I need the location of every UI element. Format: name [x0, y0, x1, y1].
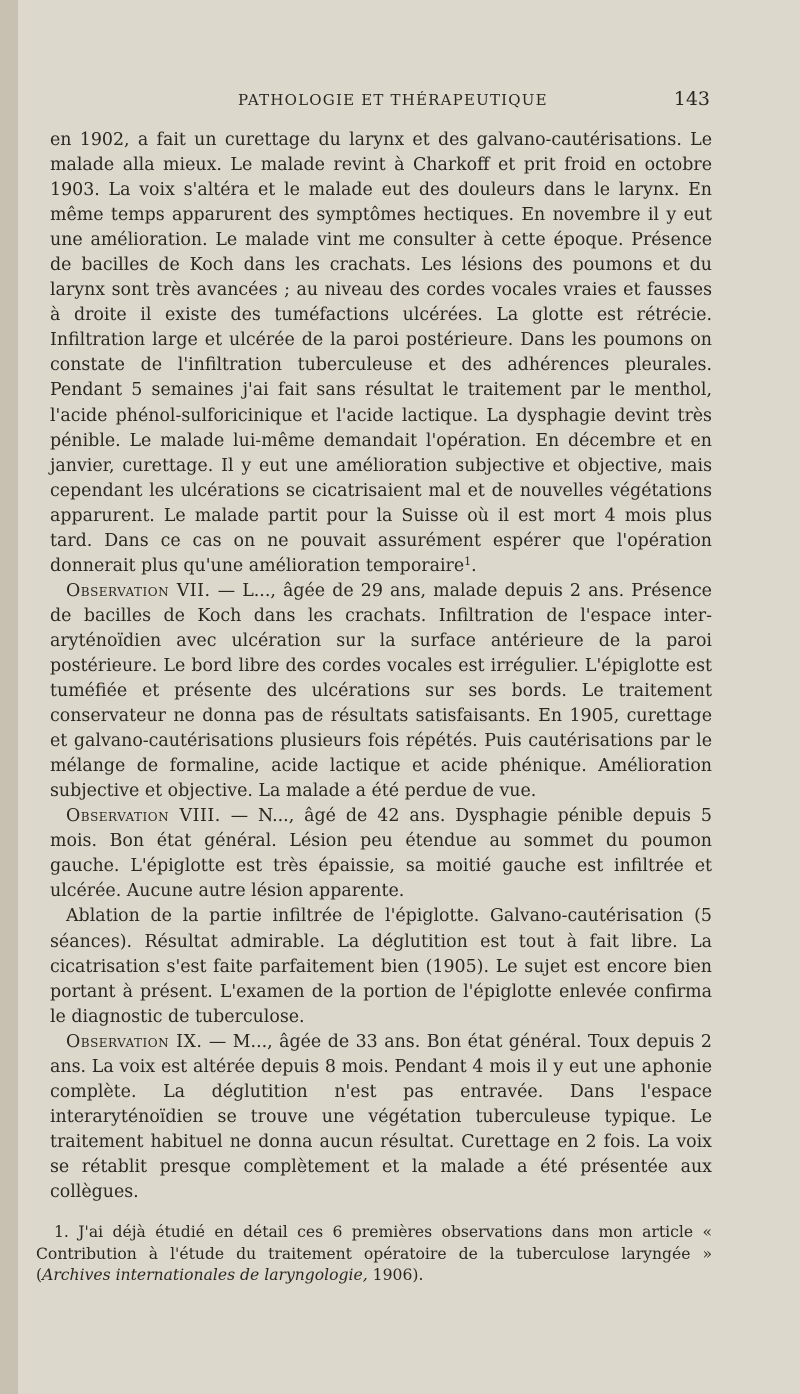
paragraph-case-continuation	[50, 128, 712, 579]
observation-text: — N..., âgé de 42 ans. Dysphagie pénible depuis 5 mois. Bon état général. Lésion peu étendue au sommet du poumon gauche. L'épiglotte est très épaissie, sa moitié gauche est infiltrée et ulcérée. Aucune autre lésion apparente.	[50, 806, 712, 902]
paragraph-end: .	[471, 555, 477, 576]
footnote-reference: 1	[464, 554, 472, 568]
body-text	[50, 128, 712, 1205]
page-number: 143	[673, 88, 710, 110]
paragraph-text: en 1902, a fait un curettage du larynx et des galvano-cautérisations. Le malade alla mieux. Le malade revint à Charkoff et prit froid en octobre 1903. La voix s'altéra et le malade eut des douleurs dans le larynx. En même temps apparurent des symptômes hectiques. En novembre il y eut une amélioration. Le malade vint me consulter à cette époque. Présence de bacilles de Koch dans les crachats. Les lésions des poumons et du larynx sont très avancées ; au niveau des cordes vocales vraies et fausses à droite il existe des tuméfactions ulcérées. La glotte est rétrécie. Infiltration large et ulcérée de la paroi postérieure. Dans les poumons on constate de l'infiltration tuberculeuse et des adhérences pleurales. Pendant 5 semaines j'ai fait sans résultat le traitement par le menthol, l'acide phénol-sulforicinique et l'acide lactique. La dysphagie devint très pénible. Le malade lui-même demandait l'opération. En décembre et en janvier, curettage. Il y eut une amélioration subjective et objective, mais cependant les ulcérations se cicatrisaient mal et de nouvelles végétations apparurent. Le malade partit pour la Suisse où il est mort 4 mois plus tard. Dans ce cas on ne pouvait assurément espérer que l'opération donnerait plus qu'une amélioration temporaire	[50, 130, 712, 576]
footnote-body	[36, 1222, 712, 1287]
observation-9	[50, 1030, 712, 1205]
observation-text: — L..., âgée de 29 ans, malade depuis 2 ans. Présence de bacilles de Koch dans les crachats. Infiltration de l'espace inter-aryténoïdien avec ulcération sur la surface antérieure de la paroi postérieure. Le bord libre des cordes vocales est irrégulier. L'épiglotte est tuméfiée et présente des ulcérations sur ses bords. Le traitement conservateur ne donna pas de résultats satisfaisants. En 1905, curettage et galvano-cautérisations plusieurs fois répétés. Puis cautérisations par le mélange de formaline, acide lactique et acide phénique. Amélioration subjective et objective. La malade a été perdue de vue.	[50, 580, 712, 802]
observation-label: Observation VIII.	[66, 806, 221, 827]
footnote-journal: Archives internationales de laryngologie,	[42, 1266, 368, 1284]
footnote	[36, 1222, 712, 1287]
footnote-marker: 1.	[54, 1223, 69, 1241]
footnote-year: 1906).	[367, 1266, 424, 1284]
page-edge-shadow	[0, 0, 18, 1394]
observation-8-continuation: Ablation de la partie infiltrée de l'épiglotte. Galvano-cautérisation (5 séances). Résultat admirable. La déglutition est tout à fait libre. La cicatrisation s'est faite parfaitement bien (1905). Le sujet est encore bien portant à présent. L'examen de la portion de l'épiglotte enlevée confirma le diagnostic de tuberculose.	[50, 906, 712, 1027]
footnote-text: J'ai déjà étudié en détail ces 6 premières observations dans mon article « Contribution à l'étude du traitement opératoire de la tuberculose laryngée » (	[36, 1223, 712, 1284]
observation-7	[50, 579, 712, 804]
page-header	[50, 88, 712, 114]
observation-label: Observation VII.	[66, 580, 211, 601]
observation-text: — M..., âgée de 33 ans. Bon état général. Toux depuis 2 ans. La voix est altérée depuis 8 mois. Pendant 4 mois il y eut une aphonie complète. La déglutition n'est pas entravée. Dans l'espace interaryténoïdien se trouve une végétation tuberculeuse typique. Le traitement habituel ne donna aucun résultat. Curettage en 2 fois. La voix se rétablit presque complètement et la malade a été présentée aux collègues.	[50, 1031, 712, 1202]
observation-label: Observation IX.	[66, 1031, 203, 1052]
observation-8	[50, 804, 712, 904]
running-title: PATHOLOGIE ET THÉRAPEUTIQUE	[238, 91, 548, 109]
